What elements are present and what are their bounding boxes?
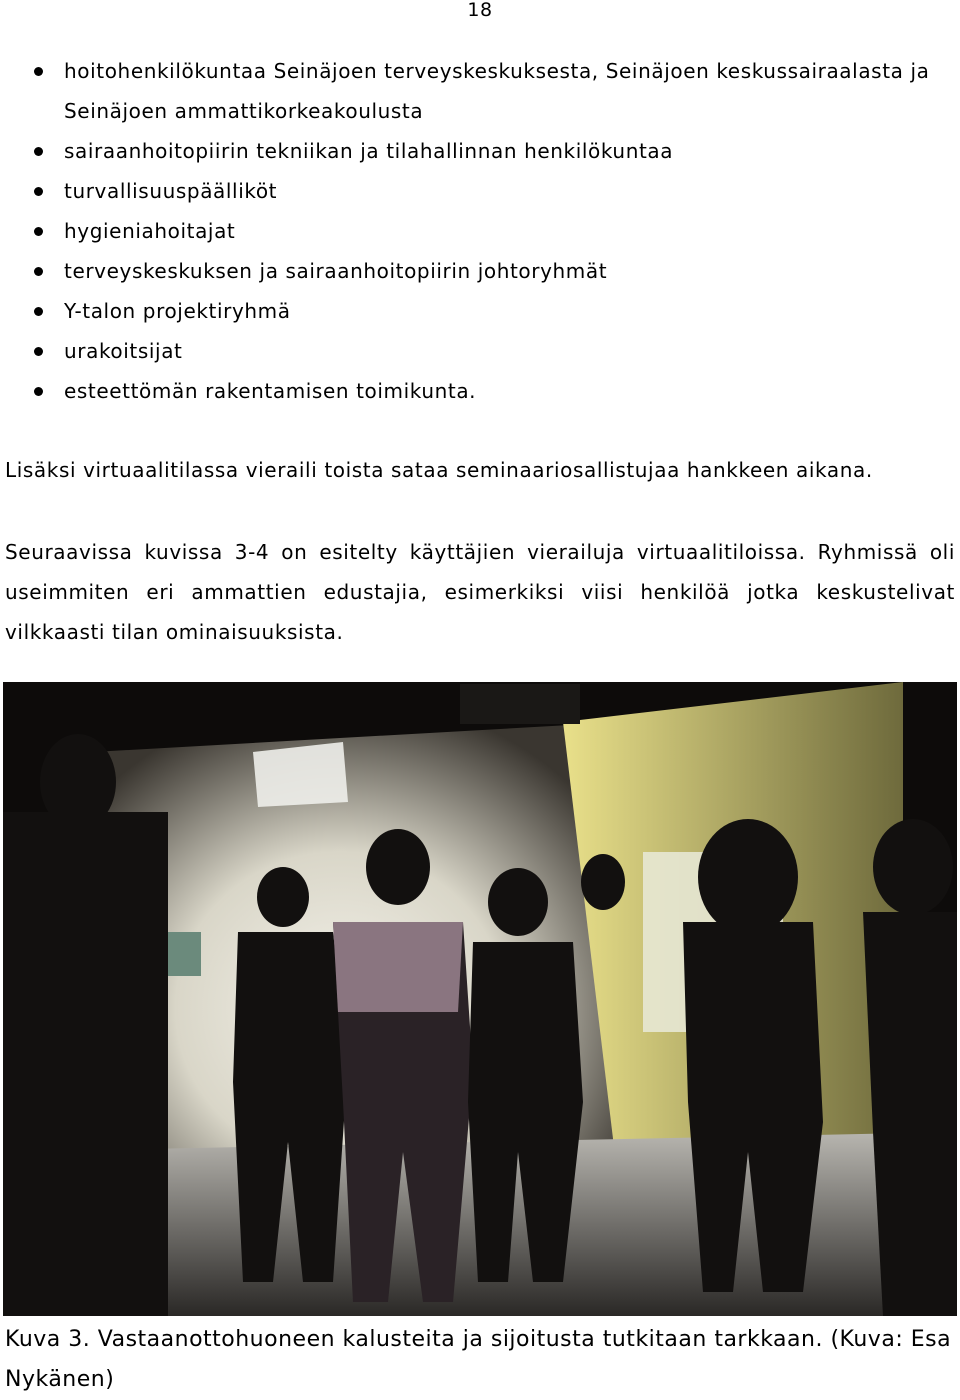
list-item-text: terveyskeskuksen ja sairaanhoitopiirin johtoryhmät — [64, 259, 608, 283]
participant-list — [0, 51, 960, 411]
list-item-text: Y-talon projektiryhmä — [64, 299, 291, 323]
list-item — [0, 131, 960, 171]
bullet-icon — [34, 147, 43, 156]
list-item-text: esteettömän rakentamisen toimikunta. — [64, 379, 477, 403]
bullet-icon — [34, 187, 43, 196]
list-item-text: hygieniahoitajat — [64, 219, 236, 243]
list-item — [0, 331, 960, 371]
photo-illustration — [3, 682, 957, 1316]
paragraph-seminar-visitors: Lisäksi virtuaalitilassa vieraili toista sataa seminaariosallistujaa hankkeen aikana. — [5, 458, 873, 482]
list-item — [0, 51, 960, 131]
list-item-text: turvallisuuspäälliköt — [64, 179, 278, 203]
figure-caption: Kuva 3. Vastaanottohuoneen kalusteita ja sijoitusta tutkitaan tarkkaan. (Kuva: Esa Nykänen) — [5, 1327, 952, 1392]
bullet-icon — [34, 307, 43, 316]
list-item — [0, 291, 960, 331]
photo-virtual-room-visitors — [3, 682, 957, 1316]
list-item — [0, 171, 960, 211]
bullet-icon — [34, 227, 43, 236]
bullet-icon — [34, 387, 43, 396]
bullet-icon — [34, 67, 43, 76]
list-item — [0, 211, 960, 251]
list-item-text: urakoitsijat — [64, 339, 183, 363]
list-item — [0, 371, 960, 411]
list-item-text: sairaanhoitopiirin tekniikan ja tilahallinnan henkilökuntaa — [64, 139, 674, 163]
page-number: 18 — [467, 0, 493, 21]
bullet-icon — [34, 267, 43, 276]
paragraph-figure-intro: Seuraavissa kuvissa 3-4 on esitelty käyttäjien vierailuja virtuaalitiloissa. Ryhmissä oli useimmiten eri ammattien edustajia, esimerkiksi viisi henkilöä jotka keskustelivat vilkkaasti tilan ominaisuuksista. — [5, 540, 955, 644]
list-item-text: hoitohenkilökuntaa Seinäjoen terveyskeskuksesta, Seinäjoen keskussairaalasta ja Seinäjoen ammattikorkeakoulusta — [64, 59, 930, 123]
list-item — [0, 251, 960, 291]
bullet-icon — [34, 347, 43, 356]
